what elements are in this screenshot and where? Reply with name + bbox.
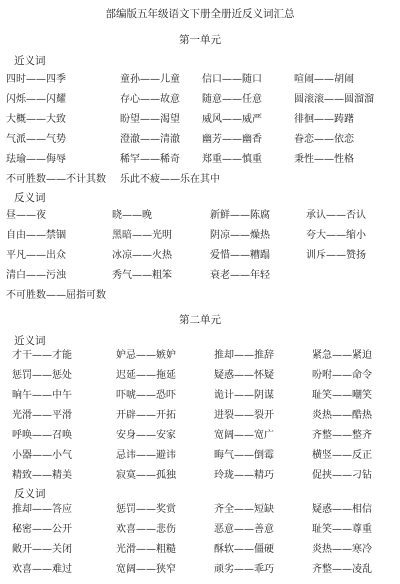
word-pair: 秀气——粗笨: [112, 270, 172, 281]
word-pair-row: [6, 174, 400, 194]
word-pair-row: [6, 154, 400, 174]
word-pair: 恶意——善意: [214, 524, 274, 535]
word-pair: 平凡——出众: [6, 250, 66, 261]
word-pair: 寂寞——孤独: [116, 470, 176, 481]
word-pair: 晦气——倒霉: [214, 450, 274, 461]
word-pair: 横竖——反正: [312, 450, 372, 461]
word-pair-row: [6, 470, 400, 490]
unit2-antonyms-label: 反义词: [14, 488, 46, 500]
word-pair: 惩罚——惩处: [12, 370, 72, 381]
word-pair-row: [6, 74, 400, 94]
word-pair: 呼唤——召唤: [12, 430, 72, 441]
word-pair: 齐整——整齐: [312, 430, 372, 441]
word-pair: 训斥——赞扬: [306, 250, 366, 261]
word-pair: 宽阔——狭窄: [116, 564, 176, 575]
word-pair: 敞开——关闭: [12, 544, 72, 555]
word-pair: 秘密——公开: [12, 524, 72, 535]
word-pair: 迟延——拖延: [116, 370, 176, 381]
word-pair: 四时——四季: [6, 74, 66, 85]
word-pair: 欢喜——难过: [12, 564, 72, 575]
word-pair: 妒忌——嫉妒: [116, 350, 176, 361]
word-pair: 疑惑——相信: [312, 504, 372, 515]
word-pair: 存心——故意: [120, 94, 180, 105]
word-pair: 自由——禁锢: [6, 230, 66, 241]
word-pair: 忌讳——避讳: [116, 450, 176, 461]
word-pair: 推却——答应: [12, 504, 72, 515]
word-pair: 吩咐——命令: [312, 370, 372, 381]
word-pair: 齐整——凌乱: [312, 564, 372, 575]
unit1-synonyms-label: 近义词: [14, 55, 46, 67]
word-pair: 爱惜——糟蹋: [210, 250, 270, 261]
word-pair: 冰凉——火热: [112, 250, 172, 261]
word-pair-row: [6, 504, 400, 524]
word-pair: 圆滚滚——圆溜溜: [294, 94, 374, 105]
word-pair: 幽芳——幽香: [202, 134, 262, 145]
word-pair: 促挟——刁钻: [312, 470, 372, 481]
word-pair: 酥软——僵硬: [214, 544, 274, 555]
word-pair: 珐瑜——侮辱: [6, 154, 66, 165]
unit1-antonyms-label: 反义词: [14, 192, 46, 204]
word-pair: 乐此不疲——乐在其中: [120, 174, 220, 185]
word-pair: 顽劣——乖巧: [214, 564, 274, 575]
word-pair: 进裂——裂开: [214, 410, 274, 421]
word-pair: 徘徊——踌躇: [294, 114, 354, 125]
word-pair: 开辟——开拓: [116, 410, 176, 421]
word-pair: 才干——才能: [12, 350, 72, 361]
word-pair-row: [6, 430, 400, 450]
word-pair: 气派——气势: [6, 134, 66, 145]
word-pair: 推却——推辞: [214, 350, 274, 361]
document-title: 部编版五年级语文下册全册近反义词汇总: [105, 8, 295, 20]
word-pair: 闪烁——闪耀: [6, 94, 66, 105]
word-pair: 耻笑——尊重: [312, 524, 372, 535]
word-pair: 信口——随口: [202, 74, 262, 85]
word-pair: 诡计——阴谋: [214, 390, 274, 401]
word-pair: 秉性——性格: [294, 154, 354, 165]
word-pair: 吓唬——恐吓: [116, 390, 176, 401]
word-pair-row: [6, 210, 400, 230]
word-pair-row: [6, 290, 400, 310]
word-pair-row: [6, 250, 400, 270]
word-pair: 郑重——慎重: [202, 154, 262, 165]
unit1-antonyms-grid: [6, 210, 400, 310]
word-pair-row: [6, 270, 400, 290]
word-pair: 炎热——酷热: [312, 410, 372, 421]
word-pair: 晓——晚: [112, 210, 152, 221]
word-pair: 眷恋——依恋: [294, 134, 354, 145]
word-pair: 晌午——中午: [12, 390, 72, 401]
word-pair-row: [6, 450, 400, 470]
word-pair: 齐全——短缺: [214, 504, 274, 515]
word-pair: 小器——小气: [12, 450, 72, 461]
word-pair: 玲珑——精巧: [214, 470, 274, 481]
word-pair: 盼望——渴望: [120, 114, 180, 125]
word-pair-row: [6, 410, 400, 430]
word-pair: 童孙——儿童: [120, 74, 180, 85]
word-pair: 阴凉——燥热: [210, 230, 270, 241]
word-pair: 新鲜——陈腐: [210, 210, 270, 221]
word-pair-row: [6, 564, 400, 584]
word-pair: 清白——污浊: [6, 270, 66, 281]
unit1-synonyms-grid: [6, 74, 400, 194]
word-pair: 炎热——寒冷: [312, 544, 372, 555]
word-pair: 喧闹——胡闹: [294, 74, 354, 85]
word-pair-row: [6, 390, 400, 410]
word-pair: 随意——任意: [202, 94, 262, 105]
word-pair: 耻笑——嘲笑: [312, 390, 372, 401]
word-pair-row: [6, 114, 400, 134]
word-pair-row: [6, 544, 400, 564]
word-pair-row: [6, 350, 400, 370]
word-pair: 光滑——粗糙: [116, 544, 176, 555]
word-pair: 承认——否认: [306, 210, 366, 221]
word-pair: 不可胜数——不计其数: [6, 174, 106, 185]
word-pair: 衰老——年轻: [210, 270, 270, 281]
word-pair: 黑暗——光明: [112, 230, 172, 241]
word-pair: 昼——夜: [6, 210, 46, 221]
unit2-synonyms-label: 近义词: [14, 335, 46, 347]
word-pair: 稀罕——稀奇: [120, 154, 180, 165]
word-pair: 疑惑——怀疑: [214, 370, 274, 381]
unit2-antonyms-grid: [6, 504, 400, 584]
word-pair-row: [6, 524, 400, 544]
word-pair: 夸大——缩小: [306, 230, 366, 241]
word-pair-row: [6, 230, 400, 250]
word-pair: 不可胜数——屈指可数: [6, 290, 106, 301]
word-pair: 光滑——平滑: [12, 410, 72, 421]
word-pair: 威风——威严: [202, 114, 262, 125]
unit2-heading: 第二单元: [179, 314, 221, 326]
word-pair-row: [6, 134, 400, 154]
word-pair-row: [6, 370, 400, 390]
word-pair: 紧急——紧迫: [312, 350, 372, 361]
word-pair: 澄澈——清澈: [120, 134, 180, 145]
word-pair-row: [6, 94, 400, 114]
word-pair: 安身——安家: [116, 430, 176, 441]
word-pair: 大概——大致: [6, 114, 66, 125]
word-pair: 精致——精美: [12, 470, 72, 481]
word-pair: 宽阔——宽广: [214, 430, 274, 441]
word-pair: 欢喜——悲伤: [116, 524, 176, 535]
unit1-heading: 第一单元: [179, 34, 221, 46]
unit2-synonyms-grid: [6, 350, 400, 490]
word-pair: 惩罚——奖赏: [116, 504, 176, 515]
